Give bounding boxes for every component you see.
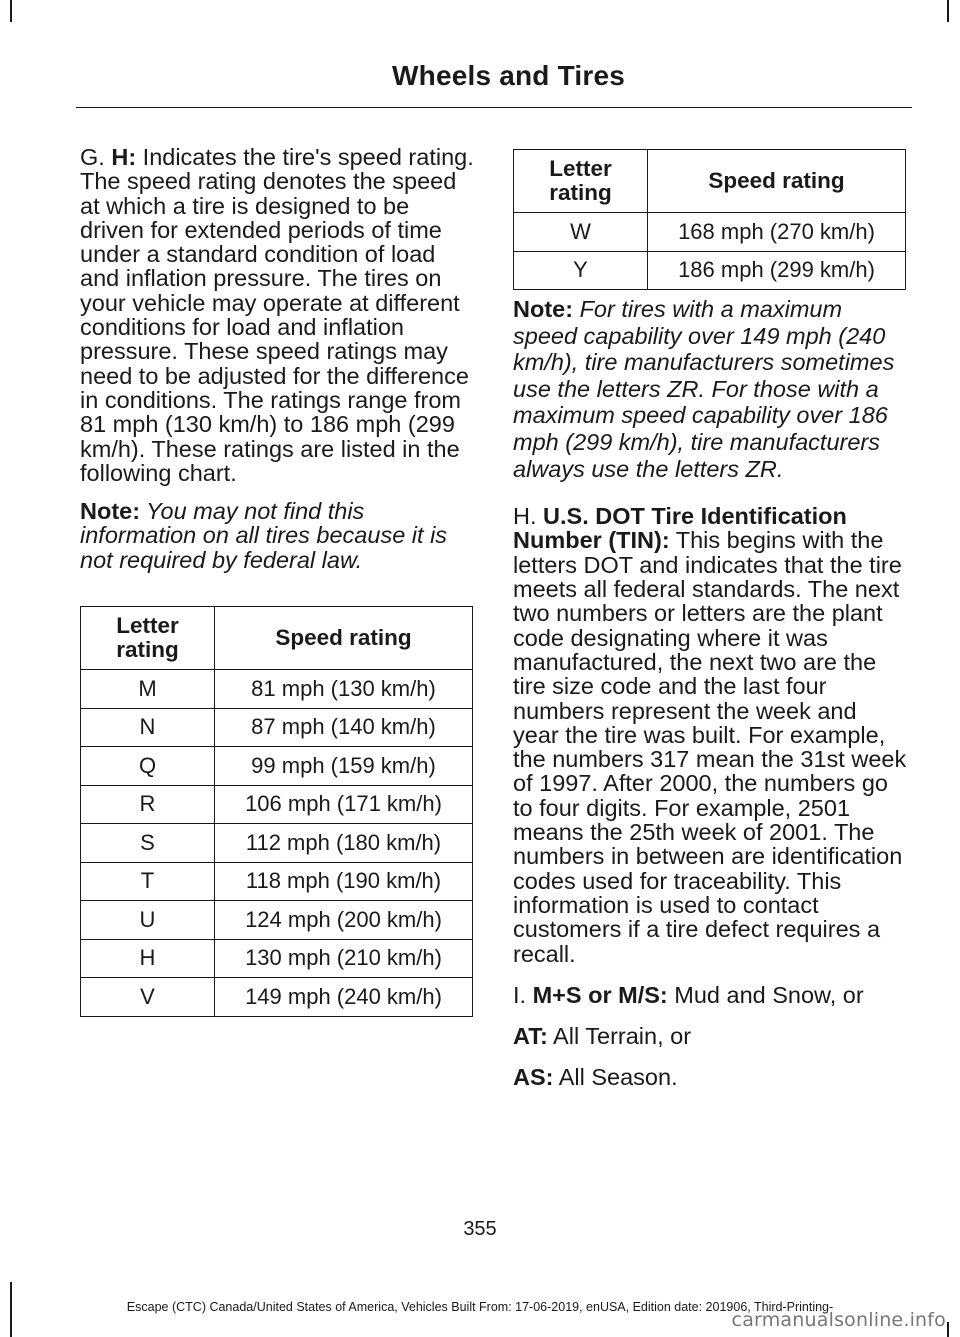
speed-rating-cell: 81 mph (130 km/h)	[215, 670, 473, 709]
letter-rating-cell: Y	[514, 251, 648, 290]
letter-rating-cell: Q	[81, 747, 215, 786]
speed-rating-cell: 112 mph (180 km/h)	[215, 824, 473, 863]
table-header-row	[514, 150, 906, 213]
letter-rating-cell: R	[81, 785, 215, 824]
item-text: All Terrain, or	[547, 1023, 692, 1050]
note-label: Note:	[80, 498, 141, 525]
item-label-as: AS:	[513, 1064, 554, 1091]
item-prefix-g: G.	[80, 144, 112, 170]
letter-rating-cell: M	[81, 670, 215, 709]
crop-mark-top-right	[947, 0, 949, 22]
speed-rating-table-continued-body	[514, 213, 906, 290]
item-text: This begins with the letters DOT and indicates that the tire meets all federal standards. The next two numbers or letters are the plant code designating where it was manufactured, the next two are the tire size code and the last four numbers represent the week and year the tire was built. For example, the numbers 317 mean the 31st week of 1997. After 2000, the numbers go to four digits. For example, 2501 means the 25th week of 2001. The numbers in between are identification codes used for traceability. This information is used to contact customers if a tire defect requires a recall.	[513, 527, 907, 967]
note-text: You may not find this information on all tires because it is not required by federal law.	[80, 498, 448, 573]
speed-rating-cell: 124 mph (200 km/h)	[215, 901, 473, 940]
item-prefix-i: I.	[513, 981, 533, 1008]
letter-rating-cell: W	[514, 213, 648, 252]
note-label: Note:	[513, 296, 574, 322]
speed-rating-cell: 106 mph (171 km/h)	[215, 785, 473, 824]
table-row	[81, 901, 473, 940]
speed-rating-paragraph	[80, 145, 475, 485]
item-label-tin: U.S. DOT Tire Identification Number (TIN):	[513, 503, 847, 554]
speed-rating-cell: 168 mph (270 km/h)	[648, 213, 906, 252]
letter-rating-cell: T	[81, 862, 215, 901]
item-label-h: H:	[111, 144, 137, 170]
speed-rating-table-body	[81, 670, 473, 1017]
item-prefix-h: H.	[513, 503, 544, 530]
speed-rating-cell: 118 mph (190 km/h)	[215, 862, 473, 901]
column-header-letter-rating: Letter rating	[514, 150, 648, 213]
table-row	[81, 708, 473, 747]
all-terrain-paragraph	[513, 1024, 908, 1048]
table-row	[514, 251, 906, 290]
letter-rating-cell: H	[81, 939, 215, 978]
zr-note-paragraph	[513, 296, 908, 482]
tin-paragraph	[513, 504, 908, 966]
note-text: For tires with a maximum speed capability over 149 mph (240 km/h), tire manufacturers sometimes use the letters ZR. For those with a maximum speed capability over 186 mph (299 km/h), tire manufacturers always use the letters ZR.	[513, 296, 895, 482]
table-row	[81, 862, 473, 901]
footer-text: Escape (CTC) Canada/United States of America, Vehicles Built From: 17-06-2019, enUSA, Edition date: 201906, Third-Printing-	[126, 1300, 834, 1314]
item-text: Mud and Snow, or	[667, 981, 864, 1008]
table-row	[81, 747, 473, 786]
letter-rating-cell: U	[81, 901, 215, 940]
table-row	[81, 824, 473, 863]
speed-rating-cell: 99 mph (159 km/h)	[215, 747, 473, 786]
table-row	[81, 670, 473, 709]
letter-rating-cell: S	[81, 824, 215, 863]
header-divider	[76, 107, 912, 108]
right-column	[513, 149, 908, 1090]
speed-rating-cell: 130 mph (210 km/h)	[215, 939, 473, 978]
table-row	[514, 213, 906, 252]
table-row	[81, 939, 473, 978]
letter-rating-cell: V	[81, 978, 215, 1017]
speed-rating-cell: 87 mph (140 km/h)	[215, 708, 473, 747]
crop-mark-bottom-right	[947, 1322, 949, 1337]
speed-rating-table-continued	[513, 149, 906, 290]
watermark: carmanualsonline.info	[731, 1309, 946, 1331]
note-paragraph	[80, 499, 475, 572]
letter-rating-cell: N	[81, 708, 215, 747]
item-text: Indicates the tire's speed rating. The speed rating denotes the speed at which a tire is designed to be driven for extended periods of time under a standard condition of load and inflation pressure. The tires on your vehicle may operate at different conditions for load and inflation pressure. These speed ratings may need to be adjusted for the difference in conditions. The ratings range from 81 mph (130 km/h) to 186 mph (299 km/h). These ratings are listed in the following chart.	[80, 144, 474, 486]
left-column	[80, 145, 475, 1017]
crop-mark-top-left	[10, 0, 12, 22]
item-label-at: AT:	[513, 1023, 548, 1050]
item-text: All Season.	[553, 1064, 678, 1091]
all-season-paragraph	[513, 1065, 908, 1089]
page-number: 355	[463, 1218, 497, 1240]
table-header-row	[81, 607, 473, 670]
table-row	[81, 785, 473, 824]
column-header-speed-rating: Speed rating	[215, 607, 473, 670]
column-header-speed-rating: Speed rating	[648, 150, 906, 213]
speed-rating-cell: 149 mph (240 km/h)	[215, 978, 473, 1017]
table-row	[81, 978, 473, 1017]
speed-rating-table	[80, 606, 473, 1017]
item-label-ms: M+S or M/S:	[532, 981, 668, 1008]
page-title: Wheels and Tires	[392, 60, 625, 91]
mud-snow-paragraph	[513, 983, 908, 1007]
column-header-letter-rating: Letter rating	[81, 607, 215, 670]
speed-rating-cell: 186 mph (299 km/h)	[648, 251, 906, 290]
